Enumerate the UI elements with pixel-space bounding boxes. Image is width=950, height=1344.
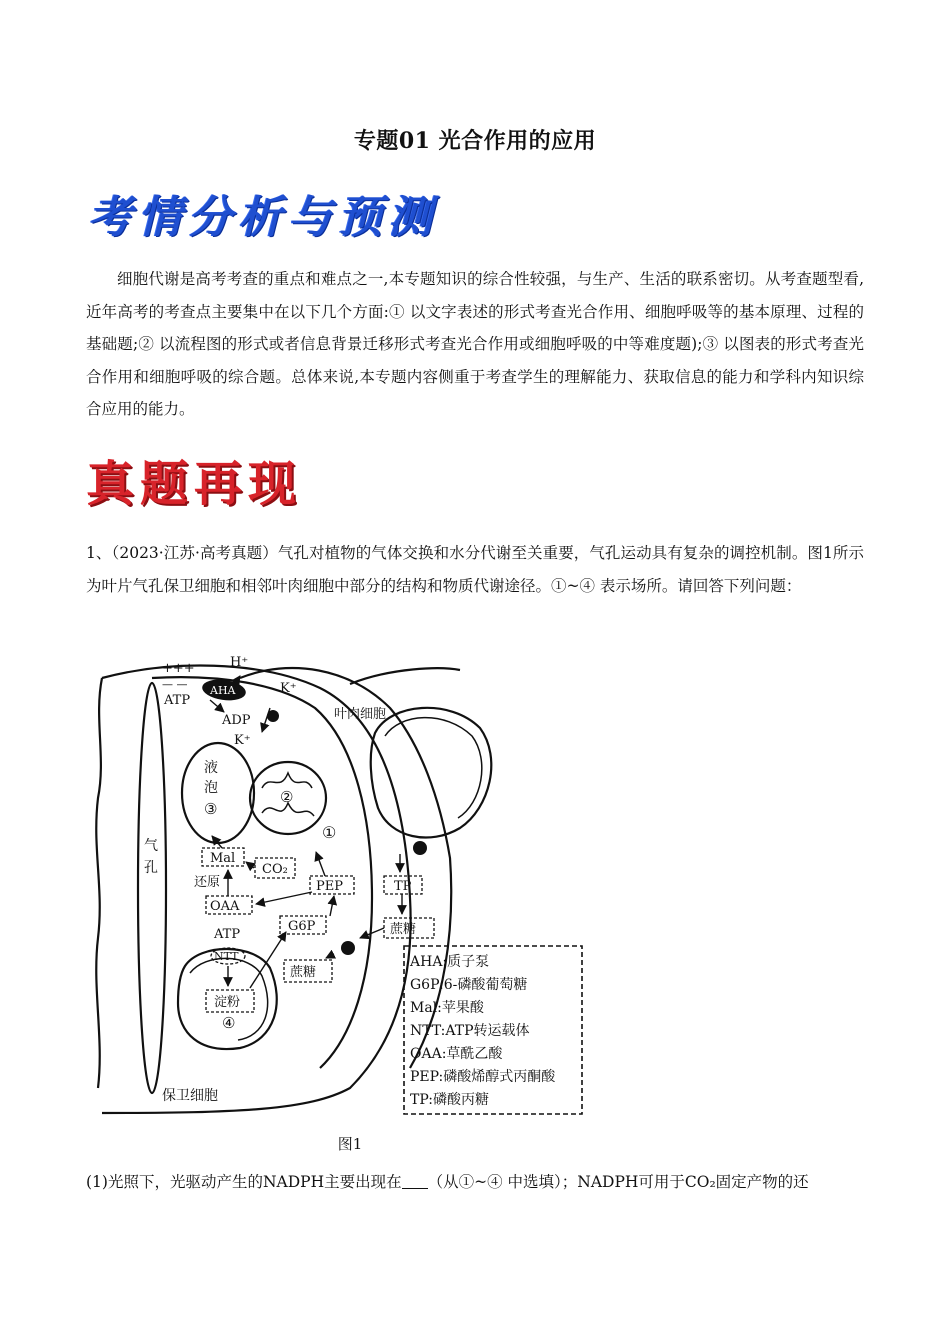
guard-cell-wall: [102, 666, 411, 1113]
legend-item: PEP:磷酸烯醇式丙酮酸: [410, 1069, 556, 1085]
co2-label: CO₂: [262, 862, 288, 877]
pep-label: PEP: [316, 879, 343, 894]
intro-paragraph: 细胞代谢是高考考查的重点和难点之一,本专题知识的综合性较强，与生产、生活的联系密切。从考查题型看,近年高考的考查点主要集中在以下几个方面:① 以文字表述的形式考查光合作用、细胞呼吸等的基本原理、过程的基础题;② 以流程图的形式或者信息背景迁移形式考查光合作用或细胞呼吸的中等难度题);③ 以图表的形式考查光合作用和细胞呼吸的综合题。总体来说,本专题内容侧重于考查学生的理解能力、获取信息的能力和学科内知识综合应用的能力。: [86, 270, 864, 418]
atp-top-label: ATP: [164, 693, 191, 708]
vacuole-label-1: 液: [204, 760, 218, 776]
g6p-label: G6P: [288, 919, 316, 934]
stoma-pore: [138, 683, 166, 1093]
vacuole-label-2: 泡: [204, 780, 218, 796]
adp-label: ADP: [222, 713, 251, 728]
plus-label: +++: [162, 661, 195, 676]
guard-cell-label: 保卫细胞: [162, 1088, 218, 1104]
vacuole: [182, 743, 254, 843]
starch-label: 淀粉: [214, 995, 241, 1010]
real-exam-banner: 真题再现: [86, 456, 303, 512]
legend-item: TP:磷酸丙糖: [410, 1092, 489, 1108]
document-title: 专题01 光合作用的应用: [353, 128, 597, 154]
mal-label: Mal: [210, 851, 236, 866]
h-plus-label: H⁺: [230, 655, 249, 670]
sucrose-right-label: 蔗糖: [390, 922, 417, 937]
vacuole-label-3: ③: [204, 800, 218, 818]
legend-item: NTT:ATP转运载体: [410, 1023, 530, 1039]
k-plus-in-label: K⁺: [234, 733, 251, 748]
site-4-label: ④: [222, 1014, 236, 1032]
sub-question-text-before: (1)光照下，光驱动产生的NADPH主要出现在: [86, 1173, 402, 1191]
aha-label: AHA: [210, 684, 236, 697]
figure-1-diagram: [90, 648, 590, 1118]
mesophyll-label: 叶肉细胞: [334, 707, 387, 722]
stoma-label-2: 孔: [144, 860, 158, 876]
figure-caption: 图1: [337, 1135, 363, 1153]
sub-question-1: [86, 1166, 864, 1199]
k-plus-out-label: K⁺: [280, 681, 297, 696]
legend-item: Mal:苹果酸: [410, 1000, 484, 1016]
sucrose-left-label: 蔗糖: [290, 965, 317, 980]
question-1-stem: 1、（2023·江苏·高考真题）气孔对植物的气体交换和水分代谢至关重要，气孔运动具有复杂的调控机制。图1所示为叶片气孔保卫细胞和相邻叶肉细胞中部分的结构和物质代谢途径。①~④ 表示场所。请回答下列问题：: [86, 544, 864, 595]
site-1-label: ①: [322, 823, 337, 842]
legend-list: [409, 954, 556, 1108]
stoma-label-1: 气: [144, 838, 158, 854]
legend-item: OAA:草酰乙酸: [410, 1046, 503, 1062]
sub-question-text-after: （从①~④ 中选填）；NADPH可用于CO₂固定产物的还: [427, 1173, 809, 1191]
legend-item: G6P:6-磷酸葡萄糖: [410, 977, 528, 993]
ntt-label: NTT: [214, 950, 239, 963]
minus-label: — —: [162, 678, 188, 691]
oaa-label: OAA: [210, 899, 240, 914]
left-cell-edge: [96, 678, 102, 1088]
atp-mid-label: ATP: [214, 927, 241, 942]
answer-blank[interactable]: [402, 1174, 428, 1189]
tp-label: TP: [394, 879, 412, 894]
mitochondrion-label: ②: [280, 788, 294, 806]
legend-item: AHA:质子泵: [410, 954, 490, 970]
reduce-label: 还原: [194, 875, 221, 890]
analysis-banner: 考情分析与预测: [88, 192, 438, 243]
